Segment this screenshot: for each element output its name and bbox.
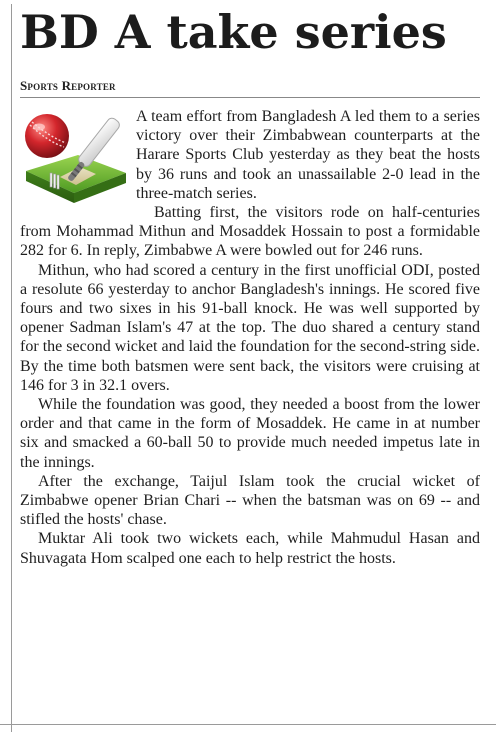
paragraph: Batting first, the visitors rode on half-centuries from Mohammad Mithun and Mosaddek Hossain to post a formidable 282 for 6. In reply, Zimbabwe A were bowled out for 246 runs.	[20, 204, 480, 260]
paragraph: Mithun, who had scored a century in the first unofficial ODI, posted a resolute 66 yesterday to anchor Bangladesh's innings. He scored five fours and two sixes in his 91-ball knock. He was well supported by opener Sadman Islam's 47 at the top. The duo shared a century stand for the second wicket and laid the foundation for the second-string side. By the time both batsmen were sent back, the visitors were cruising at 146 for 3 in 32.1 overs.	[20, 261, 480, 394]
column-rule	[11, 4, 12, 732]
article-body	[20, 107, 480, 568]
paragraph: A team effort from Bangladesh A led them to a series victory over their Zimbabwean counterparts at the Harare Sports Club yesterday as they beat the hosts by 36 runs and took an unassailable 2-0 lead in the three-match series.	[136, 108, 480, 202]
cricket-ball-and-bat-icon	[20, 107, 130, 219]
paragraph: After the exchange, Taijul Islam took the crucial wicket of Zimbabwe opener Brian Chari -- when the batsman was on 69 -- and stifled the hosts' chase.	[20, 472, 480, 529]
byline-divider	[20, 97, 480, 98]
paragraph: Muktar Ali took two wickets each, while Mahmudul Hasan and Shuvagata Hom scalped one each to help restrict the hosts.	[20, 530, 480, 567]
byline: Sports Reporter	[20, 78, 116, 93]
headline: BD A take series	[20, 5, 447, 59]
bottom-divider	[0, 724, 496, 725]
paragraph: While the foundation was good, they needed a boost from the lower order and that came in the form of Mosaddek. He came in at number six and smacked a 60-ball 50 to provide much needed impetus late in the innings.	[20, 396, 480, 471]
